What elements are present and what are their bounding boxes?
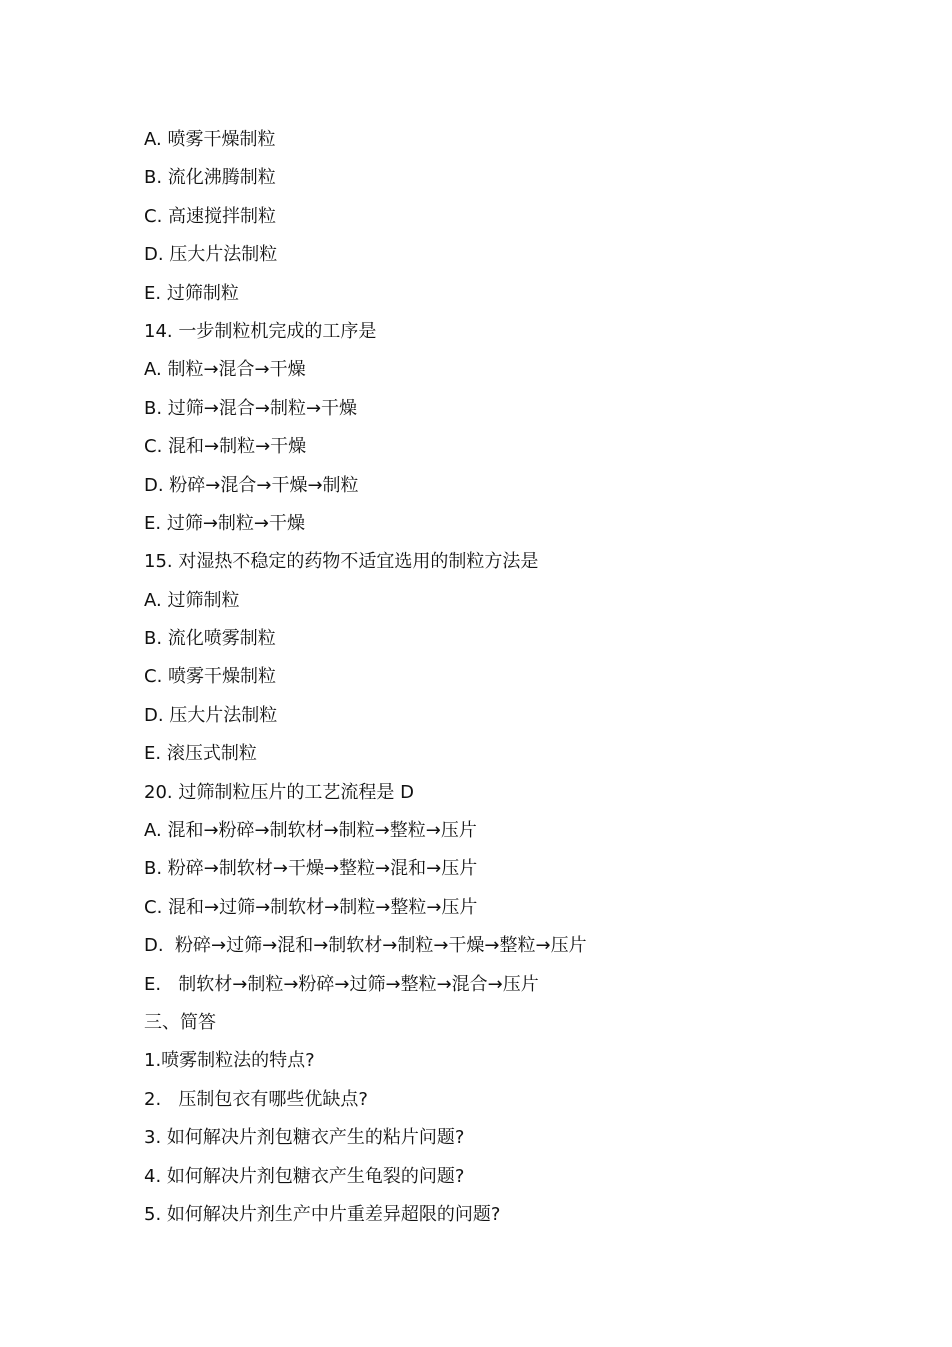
section-short-answer-heading: 三、简答 (144, 1011, 216, 1033)
q20-option-b: B. 粉碎→制软材→干燥→整粒→混和→压片 (144, 858, 478, 880)
short-answer-5: 5. 如何解决片剂生产中片重差异超限的问题? (144, 1203, 501, 1225)
q14-option-e: E. 过筛→制粒→干燥 (144, 512, 305, 534)
q15-option-e: E. 滚压式制粒 (144, 743, 257, 765)
q15-option-b: B. 流化喷雾制粒 (144, 628, 276, 650)
question-15: 15. 对湿热不稳定的药物不适宜选用的制粒方法是 (144, 551, 539, 573)
question-14: 14. 一步制粒机完成的工序是 (144, 320, 377, 342)
option-b-fluidized-bed: B. 流化沸腾制粒 (144, 167, 276, 189)
option-e-sieving: E. 过筛制粒 (144, 282, 239, 304)
q15-option-c: C. 喷雾干燥制粒 (144, 666, 277, 688)
question-20: 20. 过筛制粒压片的工艺流程是 D (144, 781, 414, 803)
q14-option-d: D. 粉碎→混合→干燥→制粒 (144, 474, 359, 496)
q20-option-d: D. 粉碎→过筛→混和→制软材→制粒→干燥→整粒→压片 (144, 935, 587, 957)
q14-option-c: C. 混和→制粒→干燥 (144, 436, 307, 458)
q20-option-a: A. 混和→粉碎→制软材→制粒→整粒→压片 (144, 820, 477, 842)
q20-option-c: C. 混和→过筛→制软材→制粒→整粒→压片 (144, 896, 478, 918)
short-answer-4: 4. 如何解决片剂包糖衣产生龟裂的问题? (144, 1165, 465, 1187)
short-answer-1: 1.喷雾制粒法的特点? (144, 1050, 315, 1072)
short-answer-2: 2. 压制包衣有哪些优缺点? (144, 1088, 368, 1110)
q15-option-a: A. 过筛制粒 (144, 589, 240, 611)
q14-option-b: B. 过筛→混合→制粒→干燥 (144, 397, 358, 419)
option-a-spray-drying: A. 喷雾干燥制粒 (144, 129, 276, 150)
q15-option-d: D. 压大片法制粒 (144, 704, 278, 726)
q14-option-a: A. 制粒→混合→干燥 (144, 359, 306, 381)
short-answer-3: 3. 如何解决片剂包糖衣产生的粘片问题? (144, 1127, 465, 1149)
option-c-high-speed-mixing: C. 高速搅拌制粒 (144, 205, 277, 227)
option-d-slugging: D. 压大片法制粒 (144, 244, 278, 266)
q20-option-e: E. 制软材→制粒→粉碎→过筛→整粒→混合→压片 (144, 973, 539, 995)
document-text (144, 121, 844, 1234)
